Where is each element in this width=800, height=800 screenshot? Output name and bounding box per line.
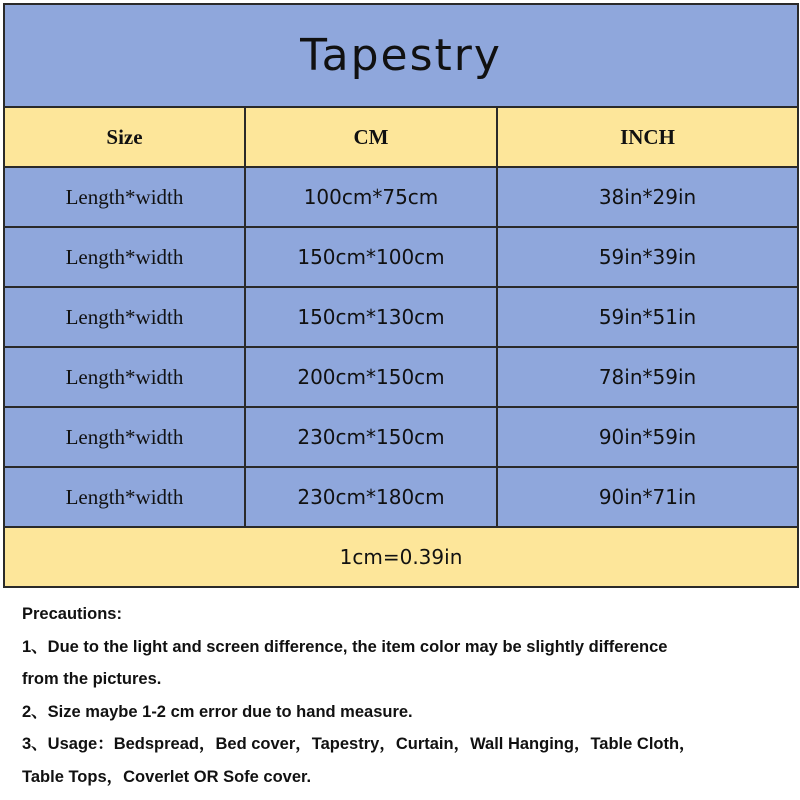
size-inch: 38in*29in (497, 167, 798, 227)
conversion-note: 1cm=0.39in (4, 527, 798, 587)
table-row (4, 347, 798, 407)
title-cell (4, 4, 798, 107)
size-cm: 150cm*130cm (245, 287, 497, 347)
size-cm: 100cm*75cm (245, 167, 497, 227)
size-inch: 90in*59in (497, 407, 798, 467)
size-label: Length*width (4, 167, 245, 227)
size-cm: 230cm*180cm (245, 467, 497, 527)
size-label: Length*width (4, 227, 245, 287)
table-row (4, 227, 798, 287)
table-row (4, 167, 798, 227)
size-inch: 59in*51in (497, 287, 798, 347)
size-inch: 78in*59in (497, 347, 798, 407)
table-title: Tapestry (300, 30, 502, 81)
size-cm: 200cm*150cm (245, 347, 497, 407)
conversion-row (4, 527, 798, 587)
header-row (4, 107, 798, 167)
size-cm: 230cm*150cm (245, 407, 497, 467)
table-row (4, 287, 798, 347)
precautions-section (22, 598, 792, 794)
size-label: Length*width (4, 287, 245, 347)
table-row (4, 407, 798, 467)
size-chart-table (3, 3, 799, 588)
table-row (4, 467, 798, 527)
size-inch: 90in*71in (497, 467, 798, 527)
precautions-heading: Precautions: (22, 605, 122, 623)
precaution-line: from the pictures. (22, 670, 162, 689)
precaution-line: 1、Due to the light and screen difference, the item color may be slightly difference (22, 637, 668, 656)
size-label: Length*width (4, 407, 245, 467)
precaution-line: Table Tops，Coverlet OR Sofe cover. (22, 767, 312, 786)
size-cm: 150cm*100cm (245, 227, 497, 287)
header-size: Size (4, 107, 245, 167)
size-label: Length*width (4, 347, 245, 407)
title-row (4, 4, 798, 107)
header-cm: CM (245, 107, 497, 167)
header-inch: INCH (497, 107, 798, 167)
size-inch: 59in*39in (497, 227, 798, 287)
precaution-line: 2、Size maybe 1-2 cm error due to hand measure. (22, 702, 413, 721)
precaution-line: 3、Usage：Bedspread，Bed cover，Tapestry，Curtain，Wall Hanging，Table Cloth， (22, 735, 696, 754)
size-label: Length*width (4, 467, 245, 527)
